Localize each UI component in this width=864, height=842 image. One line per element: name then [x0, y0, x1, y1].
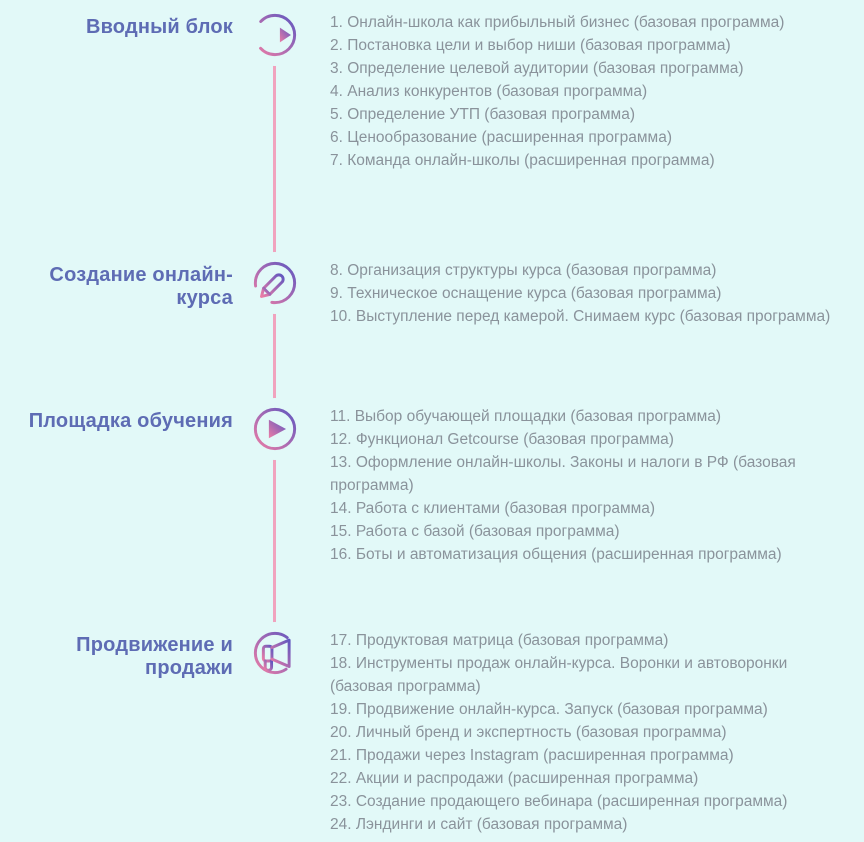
enter-arrow-icon — [244, 4, 306, 66]
pencil-icon — [244, 252, 306, 314]
list-item: 11. Выбор обучающей площадки (базовая программа) — [330, 408, 722, 425]
play-icon — [244, 398, 306, 460]
list-item: 24. Лэндинги и сайт (базовая программа) — [330, 816, 628, 833]
lesson-list — [330, 11, 842, 172]
list-item: 16. Боты и автоматизация общения (расширенная программа) — [330, 546, 782, 563]
list-item: 22. Акции и распродажи (расширенная программа) — [330, 770, 699, 787]
list-item: 21. Продажи через Instagram (расширенная программа) — [330, 747, 734, 764]
megaphone-icon — [244, 622, 306, 684]
section-title: Вводный блок — [85, 16, 233, 38]
lesson-list — [330, 405, 842, 566]
lesson-list — [330, 629, 842, 836]
list-item: 9. Техническое оснащение курса (базовая программа) — [330, 285, 722, 302]
list-item: 3. Определение целевой аудитории (базовая программа) — [330, 60, 744, 77]
section-title: Создание онлайн-курса — [49, 264, 233, 309]
list-item: 18. Инструменты продаж онлайн-курса. Воронки и автоворонки (базовая программа) — [330, 655, 788, 695]
list-item: 15. Работа с базой (базовая программа) — [330, 523, 620, 540]
lesson-list — [330, 259, 842, 328]
list-item: 20. Личный бренд и экспертность (базовая программа) — [330, 724, 727, 741]
list-item: 13. Оформление онлайн-школы. Законы и налоги в РФ (базовая программа) — [330, 454, 796, 494]
list-item: 12. Функционал Getcourse (базовая программа) — [330, 431, 674, 448]
list-item: 19. Продвижение онлайн-курса. Запуск (базовая программа) — [330, 701, 768, 718]
list-item: 8. Организация структуры курса (базовая программа) — [330, 262, 717, 279]
section-title: Продвижение и продажи — [76, 634, 233, 679]
list-item: 7. Команда онлайн-школы (расширенная программа) — [330, 152, 715, 169]
list-item: 5. Определение УТП (базовая программа) — [330, 106, 635, 123]
list-item: 1. Онлайн-школа как прибыльный бизнес (базовая программа) — [330, 14, 785, 31]
section-title: Площадка обучения — [28, 410, 233, 432]
list-item: 10. Выступление перед камерой. Снимаем курс (базовая программа) — [330, 308, 831, 325]
list-item: 17. Продуктовая матрица (базовая программа) — [330, 632, 669, 649]
list-item: 14. Работа с клиентами (базовая программа) — [330, 500, 656, 517]
list-item: 23. Создание продающего вебинара (расширенная программа) — [330, 793, 788, 810]
list-item: 2. Постановка цели и выбор ниши (базовая программа) — [330, 37, 731, 54]
timeline-connector-line — [273, 35, 276, 653]
list-item: 4. Анализ конкурентов (базовая программа) — [330, 83, 648, 100]
list-item: 6. Ценообразование (расширенная программа) — [330, 129, 672, 146]
